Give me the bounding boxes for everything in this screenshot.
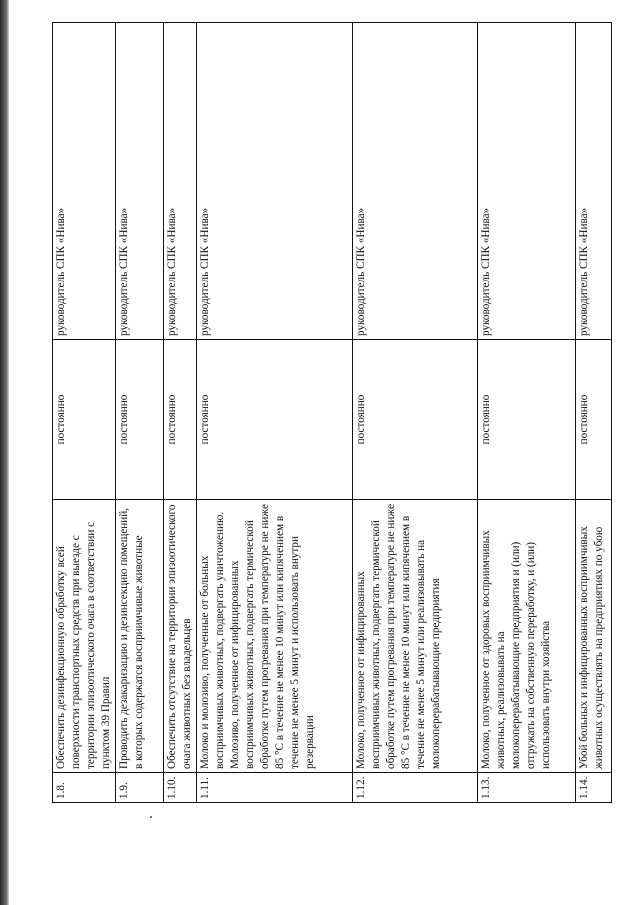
responsible-cell: руководитель СПК «Нива» — [478, 23, 576, 340]
measure-text: Молоко и молозиво, полученные от больных восприимчивых животных, подвергать уничтожению. Молозиво, полученное от инфицированных восприимчивых животных, подвергать термической обработке путем прогревания при температуре не ниже 85 °С в течение не менее 10 минут или кипячением в течение не менее 5 минут и использовать внутри резервации — [197, 500, 353, 773]
frequency-cell: постоянно — [478, 340, 576, 500]
measure-text: Обеспечить отсутствие на территории эпизоотического очага животных без владельцев — [164, 500, 197, 773]
row-number: 1.8. — [53, 773, 116, 803]
frequency-cell: постоянно — [53, 340, 116, 500]
frequency-cell: постоянно — [116, 340, 164, 500]
table-row — [164, 23, 197, 803]
frequency-cell: постоянно — [576, 340, 612, 500]
row-number: 1.12. — [353, 773, 478, 803]
responsible-cell: руководитель СПК «Нива» — [116, 23, 164, 340]
row-number: 1.11. — [197, 773, 353, 803]
rotated-page — [52, 23, 605, 803]
scan-speck — [150, 816, 152, 818]
table-row — [478, 23, 576, 803]
responsible-cell: руководитель СПК «Нива» — [197, 23, 353, 340]
frequency-cell: постоянно — [164, 340, 197, 500]
table-row — [116, 23, 164, 803]
measure-text: Молоко, полученное от здоровых восприимчивых животных, реализовывать на молокоперерабатывающие предприятия и (или) отгружать на собственную переработку, и (или) использовать внутри хозяйства — [478, 500, 576, 773]
measures-table — [52, 22, 612, 803]
frequency-cell: постоянно — [197, 340, 353, 500]
measure-text: Молоко, полученное от инфицированных восприимчивых животных, подвергать термической обработке путем прогревания при температуре не ниже 85 °С в течение не менее 10 минут или кипячением в течение не менее 5 минут или реализовывать на молокоперерабатывающие предприятия — [353, 500, 478, 773]
measure-text: Проводить дезакаризацию и дезинсекцию помещений, в которых содержатся восприимчивые животные — [116, 500, 164, 773]
responsible-cell: руководитель СПК «Нива» — [53, 23, 116, 340]
responsible-cell: руководитель СПК «Нива» — [353, 23, 478, 340]
frequency-cell: постоянно — [353, 340, 478, 500]
measure-text: Убой больных и инфицированных восприимчивых животных осуществлять на предприятиях по убою — [576, 500, 612, 773]
responsible-cell: руководитель СПК «Нива» — [576, 23, 612, 340]
table-row — [197, 23, 353, 803]
table-row — [353, 23, 478, 803]
responsible-cell: руководитель СПК «Нива» — [164, 23, 197, 340]
table-row — [53, 23, 116, 803]
scan-edge — [0, 0, 9, 905]
measure-text: Обеспечить дезинфекционную обработку всей поверхности транспортных средств при выезде с территории эпизоотического очага в соответствии с пунктом 39 Правил — [53, 500, 116, 773]
row-number: 1.13. — [478, 773, 576, 803]
row-number: 1.9. — [116, 773, 164, 803]
row-number: 1.14. — [576, 773, 612, 803]
table-row — [576, 23, 612, 803]
row-number: 1.10. — [164, 773, 197, 803]
